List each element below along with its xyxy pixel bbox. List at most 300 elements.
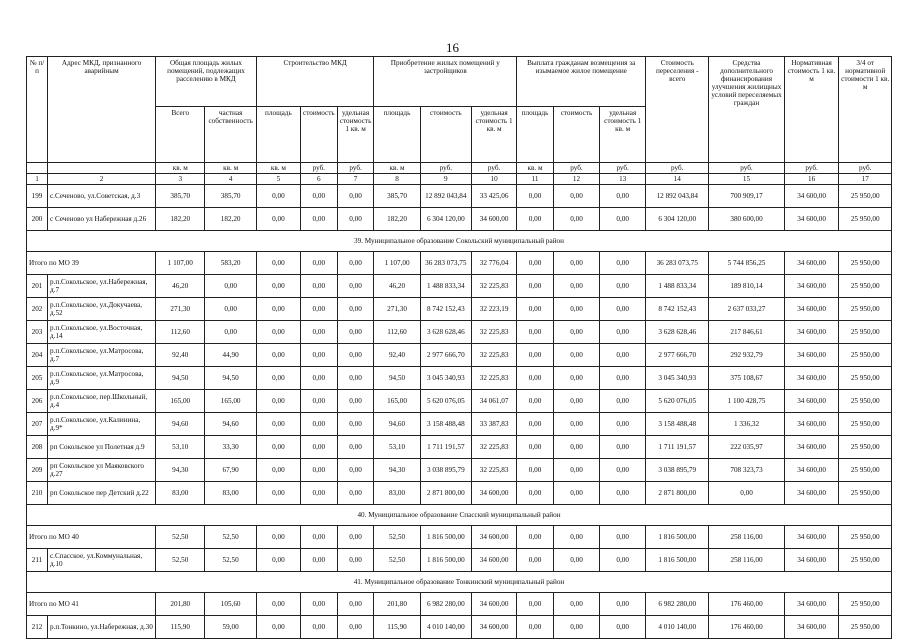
table-cell: 94,30 [156, 459, 205, 482]
table-cell: 34 600,00 [784, 390, 839, 413]
table-cell: 25 950,00 [839, 321, 892, 344]
table-cell: 34 600,00 [784, 482, 839, 505]
table-cell: 1 100 428,75 [709, 390, 785, 413]
table-cell: 0,00 [205, 298, 256, 321]
table-cell: 52,50 [156, 549, 205, 572]
table-cell: 700 909,17 [709, 185, 785, 208]
table-cell: 0,00 [553, 275, 599, 298]
table-row [27, 436, 892, 459]
section-heading-row [27, 572, 892, 593]
table-cell: 1 107,00 [156, 252, 205, 275]
row-address: р.п.Сокольское, ул.Матросова, д.9 [47, 367, 155, 390]
table-cell: 0,00 [517, 321, 554, 344]
table-cell: 34 600,00 [784, 185, 839, 208]
table-cell: 12 892 043,84 [646, 185, 709, 208]
table-cell: 1 711 191,57 [646, 436, 709, 459]
table-cell: 0,00 [553, 526, 599, 549]
subtotal-row [27, 526, 892, 549]
header-area-total: Всего [156, 107, 205, 163]
table-cell: 25 950,00 [839, 298, 892, 321]
unit-cell: руб. [300, 163, 337, 174]
unit-cell: руб. [839, 163, 892, 174]
table-cell: 0,00 [337, 482, 374, 505]
table-cell: 32 223,19 [472, 298, 517, 321]
row-number: 209 [27, 459, 48, 482]
table-cell: 0,00 [337, 459, 374, 482]
table-cell: 52,50 [205, 526, 256, 549]
table-cell: 0,00 [256, 616, 300, 639]
table-cell: 25 950,00 [839, 275, 892, 298]
table-cell: 6 304 120,00 [646, 208, 709, 231]
table-cell: 0,00 [553, 390, 599, 413]
table-cell: 222 035,97 [709, 436, 785, 459]
table-cell: 0,00 [517, 390, 554, 413]
table-cell: 1 107,00 [374, 252, 420, 275]
table-cell: 0,00 [337, 275, 374, 298]
table-cell: 0,00 [553, 252, 599, 275]
table-cell: 0,00 [300, 459, 337, 482]
unit-cell: руб. [337, 163, 374, 174]
table-cell: 0,00 [553, 549, 599, 572]
table-row [27, 482, 892, 505]
table-cell: 25 950,00 [839, 252, 892, 275]
table-cell: 0,00 [553, 208, 599, 231]
table-cell: 0,00 [517, 367, 554, 390]
column-number: 11 [517, 174, 554, 185]
table-cell: 292 932,79 [709, 344, 785, 367]
table-cell: 0,00 [517, 208, 554, 231]
column-number: 3 [156, 174, 205, 185]
table-cell: 375 108,67 [709, 367, 785, 390]
table-cell: 0,00 [517, 185, 554, 208]
unit-cell: кв. м [256, 163, 300, 174]
column-number: 6 [300, 174, 337, 185]
table-cell: 0,00 [600, 526, 646, 549]
unit-cell: кв. м [205, 163, 256, 174]
column-number: 17 [839, 174, 892, 185]
row-number: 206 [27, 390, 48, 413]
subtotal-row [27, 252, 892, 275]
table-cell: 34 600,00 [784, 367, 839, 390]
table-cell: 32 225,83 [472, 321, 517, 344]
table-cell: 5 744 856,25 [709, 252, 785, 275]
table-cell: 0,00 [600, 616, 646, 639]
table-cell: 34 600,00 [784, 549, 839, 572]
table-cell: 94,30 [374, 459, 420, 482]
table-cell: 0,00 [300, 593, 337, 616]
row-number: 207 [27, 413, 48, 436]
table-cell: 25 950,00 [839, 367, 892, 390]
table-cell: 33,30 [205, 436, 256, 459]
row-address: р.п.Тонкино, ул.Набережная, д.30 [47, 616, 155, 639]
row-address: рп Сокольское ул Маяковского д.27 [47, 459, 155, 482]
table-row [27, 321, 892, 344]
column-number: 1 [27, 174, 48, 185]
table-cell: 0,00 [600, 390, 646, 413]
table-cell: 3 045 340,93 [420, 367, 471, 390]
table-row [27, 275, 892, 298]
table-cell: 36 283 073,75 [420, 252, 471, 275]
table-cell: 0,00 [517, 275, 554, 298]
table-cell: 0,00 [337, 593, 374, 616]
table-cell: 182,20 [205, 208, 256, 231]
table-cell: 0,00 [300, 549, 337, 572]
table-cell: 0,00 [600, 298, 646, 321]
table-cell: 32 225,83 [472, 367, 517, 390]
table-cell: 44,90 [205, 344, 256, 367]
table-cell: 0,00 [300, 482, 337, 505]
table-cell: 52,50 [374, 526, 420, 549]
section-title: 39. Муниципальное образование Сокольский муниципальный район [27, 231, 892, 252]
section-title: 41. Муниципальное образование Тонкинский муниципальный район [27, 572, 892, 593]
table-cell: 0,00 [553, 321, 599, 344]
column-number: 12 [553, 174, 599, 185]
table-cell: 0,00 [256, 526, 300, 549]
table-cell: 0,00 [600, 482, 646, 505]
table-cell: 0,00 [300, 390, 337, 413]
table-cell: 6 982 280,00 [420, 593, 471, 616]
table-cell: 0,00 [337, 252, 374, 275]
unit-cell: руб. [420, 163, 471, 174]
header-build-group: Строительство МКД [256, 57, 374, 107]
header-number: № п/п [27, 57, 48, 163]
table-row [27, 549, 892, 572]
table-cell: 59,00 [205, 616, 256, 639]
unit-cell: руб. [553, 163, 599, 174]
table-cell: 0,00 [337, 413, 374, 436]
table-cell: 25 950,00 [839, 593, 892, 616]
table-cell: 25 950,00 [839, 436, 892, 459]
row-address: рп Сокольское ул Полетная д.9 [47, 436, 155, 459]
table-cell: 0,00 [517, 298, 554, 321]
table-cell: 92,40 [156, 344, 205, 367]
table-cell: 201,80 [156, 593, 205, 616]
header-area-group: Общая площадь жилых помещений, подлежащих расселению в МКД [156, 57, 257, 107]
table-cell: 0,00 [600, 413, 646, 436]
table-cell: 34 600,00 [784, 436, 839, 459]
unit-cell: руб. [600, 163, 646, 174]
table-cell: 32 225,83 [472, 436, 517, 459]
table-cell: 0,00 [517, 526, 554, 549]
table-cell: 189 810,14 [709, 275, 785, 298]
table-cell: 0,00 [256, 321, 300, 344]
row-address: р.п.Сокольское, ул.Матросова, д.7 [47, 344, 155, 367]
table-cell: 3 045 340,93 [646, 367, 709, 390]
table-cell: 94,50 [156, 367, 205, 390]
header-norm-cost: Нормативная стоимость 1 кв. м [784, 57, 839, 163]
table-cell: 25 950,00 [839, 616, 892, 639]
table-cell: 385,70 [205, 185, 256, 208]
table-cell: 0,00 [600, 208, 646, 231]
table-cell: 25 950,00 [839, 185, 892, 208]
table-cell: 0,00 [256, 252, 300, 275]
column-number: 2 [47, 174, 155, 185]
table-cell: 0,00 [300, 413, 337, 436]
table-cell: 583,20 [205, 252, 256, 275]
table-cell: 1 488 833,34 [420, 275, 471, 298]
header-build-cost: стоимость [300, 107, 337, 163]
table-cell: 0,00 [553, 482, 599, 505]
row-address: рп Сокольское пер Детский д.22 [47, 482, 155, 505]
table-cell: 165,00 [205, 390, 256, 413]
table-cell: 0,00 [337, 344, 374, 367]
table-cell: 2 871 800,00 [646, 482, 709, 505]
table-cell: 0,00 [553, 413, 599, 436]
row-number: 200 [27, 208, 48, 231]
table-cell: 25 950,00 [839, 526, 892, 549]
table-cell: 0,00 [553, 344, 599, 367]
table-cell: 4 010 140,00 [420, 616, 471, 639]
section-title: 40. Муниципальное образование Спасский муниципальный район [27, 505, 892, 526]
table-cell: 0,00 [300, 321, 337, 344]
table-cell: 34 600,00 [784, 275, 839, 298]
table-cell: 4 010 140,00 [646, 616, 709, 639]
table-cell: 46,20 [374, 275, 420, 298]
table-cell: 0,00 [256, 413, 300, 436]
header-pay-cost: стоимость [553, 107, 599, 163]
table-cell: 34 600,00 [784, 208, 839, 231]
table-cell: 0,00 [256, 549, 300, 572]
table-cell: 105,60 [205, 593, 256, 616]
table-cell: 2 871 800,00 [420, 482, 471, 505]
table-cell: 0,00 [517, 549, 554, 572]
table-cell: 25 950,00 [839, 549, 892, 572]
table-cell: 6 304 120,00 [420, 208, 471, 231]
row-address: р.п.Сокольское, ул.Восточная, д.14 [47, 321, 155, 344]
table-cell: 0,00 [256, 593, 300, 616]
table-cell: 0,00 [337, 298, 374, 321]
table-cell: 32 225,83 [472, 459, 517, 482]
table-cell: 182,20 [156, 208, 205, 231]
table-cell: 0,00 [337, 321, 374, 344]
table-cell: 52,50 [205, 549, 256, 572]
header-row-main [27, 57, 892, 107]
table-row [27, 390, 892, 413]
table-cell: 52,50 [374, 549, 420, 572]
table-cell: 8 742 152,43 [420, 298, 471, 321]
housing-resettlement-table [26, 56, 892, 639]
row-number: 205 [27, 367, 48, 390]
table-cell: 112,60 [156, 321, 205, 344]
table-cell: 25 950,00 [839, 344, 892, 367]
table-cell: 94,60 [156, 413, 205, 436]
table-cell: 34 600,00 [784, 252, 839, 275]
table-cell: 0,00 [300, 208, 337, 231]
row-address: с Сеченово ул Набережная д.26 [47, 208, 155, 231]
table-cell: 0,00 [553, 185, 599, 208]
table-cell: 0,00 [600, 549, 646, 572]
column-number: 13 [600, 174, 646, 185]
header-three-quarters: 3/4 от нормативной стоимости 1 кв. м [839, 57, 892, 163]
row-number: 204 [27, 344, 48, 367]
units-empty [27, 163, 48, 174]
table-cell: 0,00 [256, 208, 300, 231]
table-cell: 380 600,00 [709, 208, 785, 231]
table-cell: 5 620 076,05 [646, 390, 709, 413]
table-cell: 2 977 666,70 [420, 344, 471, 367]
table-row [27, 344, 892, 367]
table-cell: 0,00 [337, 616, 374, 639]
header-buy-group: Приобретение жилых помещений у застройщиков [374, 57, 517, 107]
row-number: 212 [27, 616, 48, 639]
column-number: 5 [256, 174, 300, 185]
table-cell: 0,00 [256, 482, 300, 505]
table-cell: 94,50 [374, 367, 420, 390]
table-cell: 201,80 [374, 593, 420, 616]
table-cell: 34 600,00 [472, 526, 517, 549]
table-cell: 32 225,83 [472, 344, 517, 367]
header-build-unit-cost: удельная стоимость 1 кв. м [337, 107, 374, 163]
table-cell: 34 600,00 [784, 413, 839, 436]
table-cell: 1 336,32 [709, 413, 785, 436]
row-address: р.п.Сокольское, пер.Школьный, д.4 [47, 390, 155, 413]
table-cell: 0,00 [256, 298, 300, 321]
table-cell: 94,50 [205, 367, 256, 390]
unit-cell: кв. м [517, 163, 554, 174]
table-cell: 67,90 [205, 459, 256, 482]
table-cell: 8 742 152,43 [646, 298, 709, 321]
table-cell: 3 038 895,79 [420, 459, 471, 482]
table-cell: 34 600,00 [784, 526, 839, 549]
table-cell: 1 816 500,00 [420, 549, 471, 572]
subtotal-label: Итого по МО 40 [27, 526, 156, 549]
row-address: р.п.Сокольское, ул.Калинина, д.9* [47, 413, 155, 436]
header-total-cost: Стоимость переселения - всего [646, 57, 709, 163]
column-number: 10 [472, 174, 517, 185]
table-cell: 165,00 [374, 390, 420, 413]
header-pay-unit-cost: удельная стоимость 1 кв. м [600, 107, 646, 163]
table-cell: 217 846,61 [709, 321, 785, 344]
table-cell: 34 600,00 [472, 616, 517, 639]
table-cell: 0,00 [256, 367, 300, 390]
table-cell: 0,00 [517, 413, 554, 436]
table-cell: 176 460,00 [709, 593, 785, 616]
table-cell: 0,00 [337, 367, 374, 390]
table-cell: 0,00 [600, 321, 646, 344]
table-cell: 0,00 [300, 185, 337, 208]
header-buy-area: площадь [374, 107, 420, 163]
table-cell: 0,00 [517, 436, 554, 459]
table-cell: 52,50 [156, 526, 205, 549]
table-cell: 271,30 [374, 298, 420, 321]
table-cell: 12 892 043,84 [420, 185, 471, 208]
table-cell: 34 600,00 [784, 459, 839, 482]
table-cell: 0,00 [517, 459, 554, 482]
table-cell: 34 600,00 [472, 593, 517, 616]
header-address: Адрес МКД, признанного аварийным [47, 57, 155, 163]
page-number: 16 [446, 40, 459, 55]
table-cell: 92,40 [374, 344, 420, 367]
unit-cell: кв. м [156, 163, 205, 174]
table-cell: 0,00 [553, 298, 599, 321]
table-cell: 115,90 [156, 616, 205, 639]
table-cell: 0,00 [600, 275, 646, 298]
table-cell: 25 950,00 [839, 482, 892, 505]
column-number: 16 [784, 174, 839, 185]
table-cell: 0,00 [600, 367, 646, 390]
table-cell: 0,00 [517, 252, 554, 275]
table-cell: 0,00 [300, 344, 337, 367]
table-cell: 0,00 [553, 367, 599, 390]
table-cell: 3 158 488,48 [646, 413, 709, 436]
table-cell: 83,00 [156, 482, 205, 505]
table-cell: 3 158 488,48 [420, 413, 471, 436]
table-cell: 271,30 [156, 298, 205, 321]
column-numbers-row [27, 174, 892, 185]
table-cell: 0,00 [300, 252, 337, 275]
table-cell: 0,00 [600, 436, 646, 459]
row-address: р.п.Сокольское, ул.Докучаева, д.52 [47, 298, 155, 321]
table-cell: 2 637 033,27 [709, 298, 785, 321]
table-cell: 0,00 [709, 482, 785, 505]
subtotal-label: Итого по МО 39 [27, 252, 156, 275]
column-number: 4 [205, 174, 256, 185]
header-buy-cost: стоимость [420, 107, 471, 163]
header-pay-area: площадь [517, 107, 554, 163]
table-cell: 0,00 [337, 390, 374, 413]
table-cell: 0,00 [553, 593, 599, 616]
table-cell: 1 488 833,34 [646, 275, 709, 298]
table-cell: 34 600,00 [472, 549, 517, 572]
table-cell: 0,00 [256, 390, 300, 413]
table-cell: 0,00 [517, 593, 554, 616]
table-cell: 34 600,00 [784, 616, 839, 639]
unit-cell: руб. [709, 163, 785, 174]
table-cell: 33 387,83 [472, 413, 517, 436]
table-cell: 25 950,00 [839, 390, 892, 413]
column-number: 8 [374, 174, 420, 185]
table-cell: 385,70 [156, 185, 205, 208]
table-cell: 0,00 [553, 459, 599, 482]
subtotal-row [27, 593, 892, 616]
table-cell: 0,00 [517, 344, 554, 367]
data-table [26, 56, 892, 639]
row-number: 199 [27, 185, 48, 208]
table-cell: 0,00 [300, 616, 337, 639]
table-cell: 258 116,00 [709, 549, 785, 572]
row-number: 208 [27, 436, 48, 459]
row-number: 211 [27, 549, 48, 572]
table-cell: 1 816 500,00 [646, 526, 709, 549]
table-cell: 3 628 628,46 [420, 321, 471, 344]
table-cell: 25 950,00 [839, 459, 892, 482]
table-cell: 34 600,00 [784, 344, 839, 367]
table-cell: 34 600,00 [784, 321, 839, 344]
table-cell: 176 460,00 [709, 616, 785, 639]
table-row [27, 185, 892, 208]
table-cell: 0,00 [337, 549, 374, 572]
table-cell: 115,90 [374, 616, 420, 639]
table-cell: 34 600,00 [472, 208, 517, 231]
table-cell: 0,00 [256, 459, 300, 482]
table-row [27, 413, 892, 436]
table-cell: 0,00 [337, 436, 374, 459]
table-cell: 0,00 [300, 298, 337, 321]
table-cell: 0,00 [256, 344, 300, 367]
units-row [27, 163, 892, 174]
table-cell: 53,10 [156, 436, 205, 459]
table-cell: 46,20 [156, 275, 205, 298]
row-number: 201 [27, 275, 48, 298]
table-cell: 0,00 [256, 275, 300, 298]
table-cell: 165,00 [156, 390, 205, 413]
table-cell: 0,00 [256, 436, 300, 459]
row-number: 202 [27, 298, 48, 321]
table-cell: 6 982 280,00 [646, 593, 709, 616]
table-row [27, 298, 892, 321]
table-cell: 112,60 [374, 321, 420, 344]
header-build-area: площадь [256, 107, 300, 163]
